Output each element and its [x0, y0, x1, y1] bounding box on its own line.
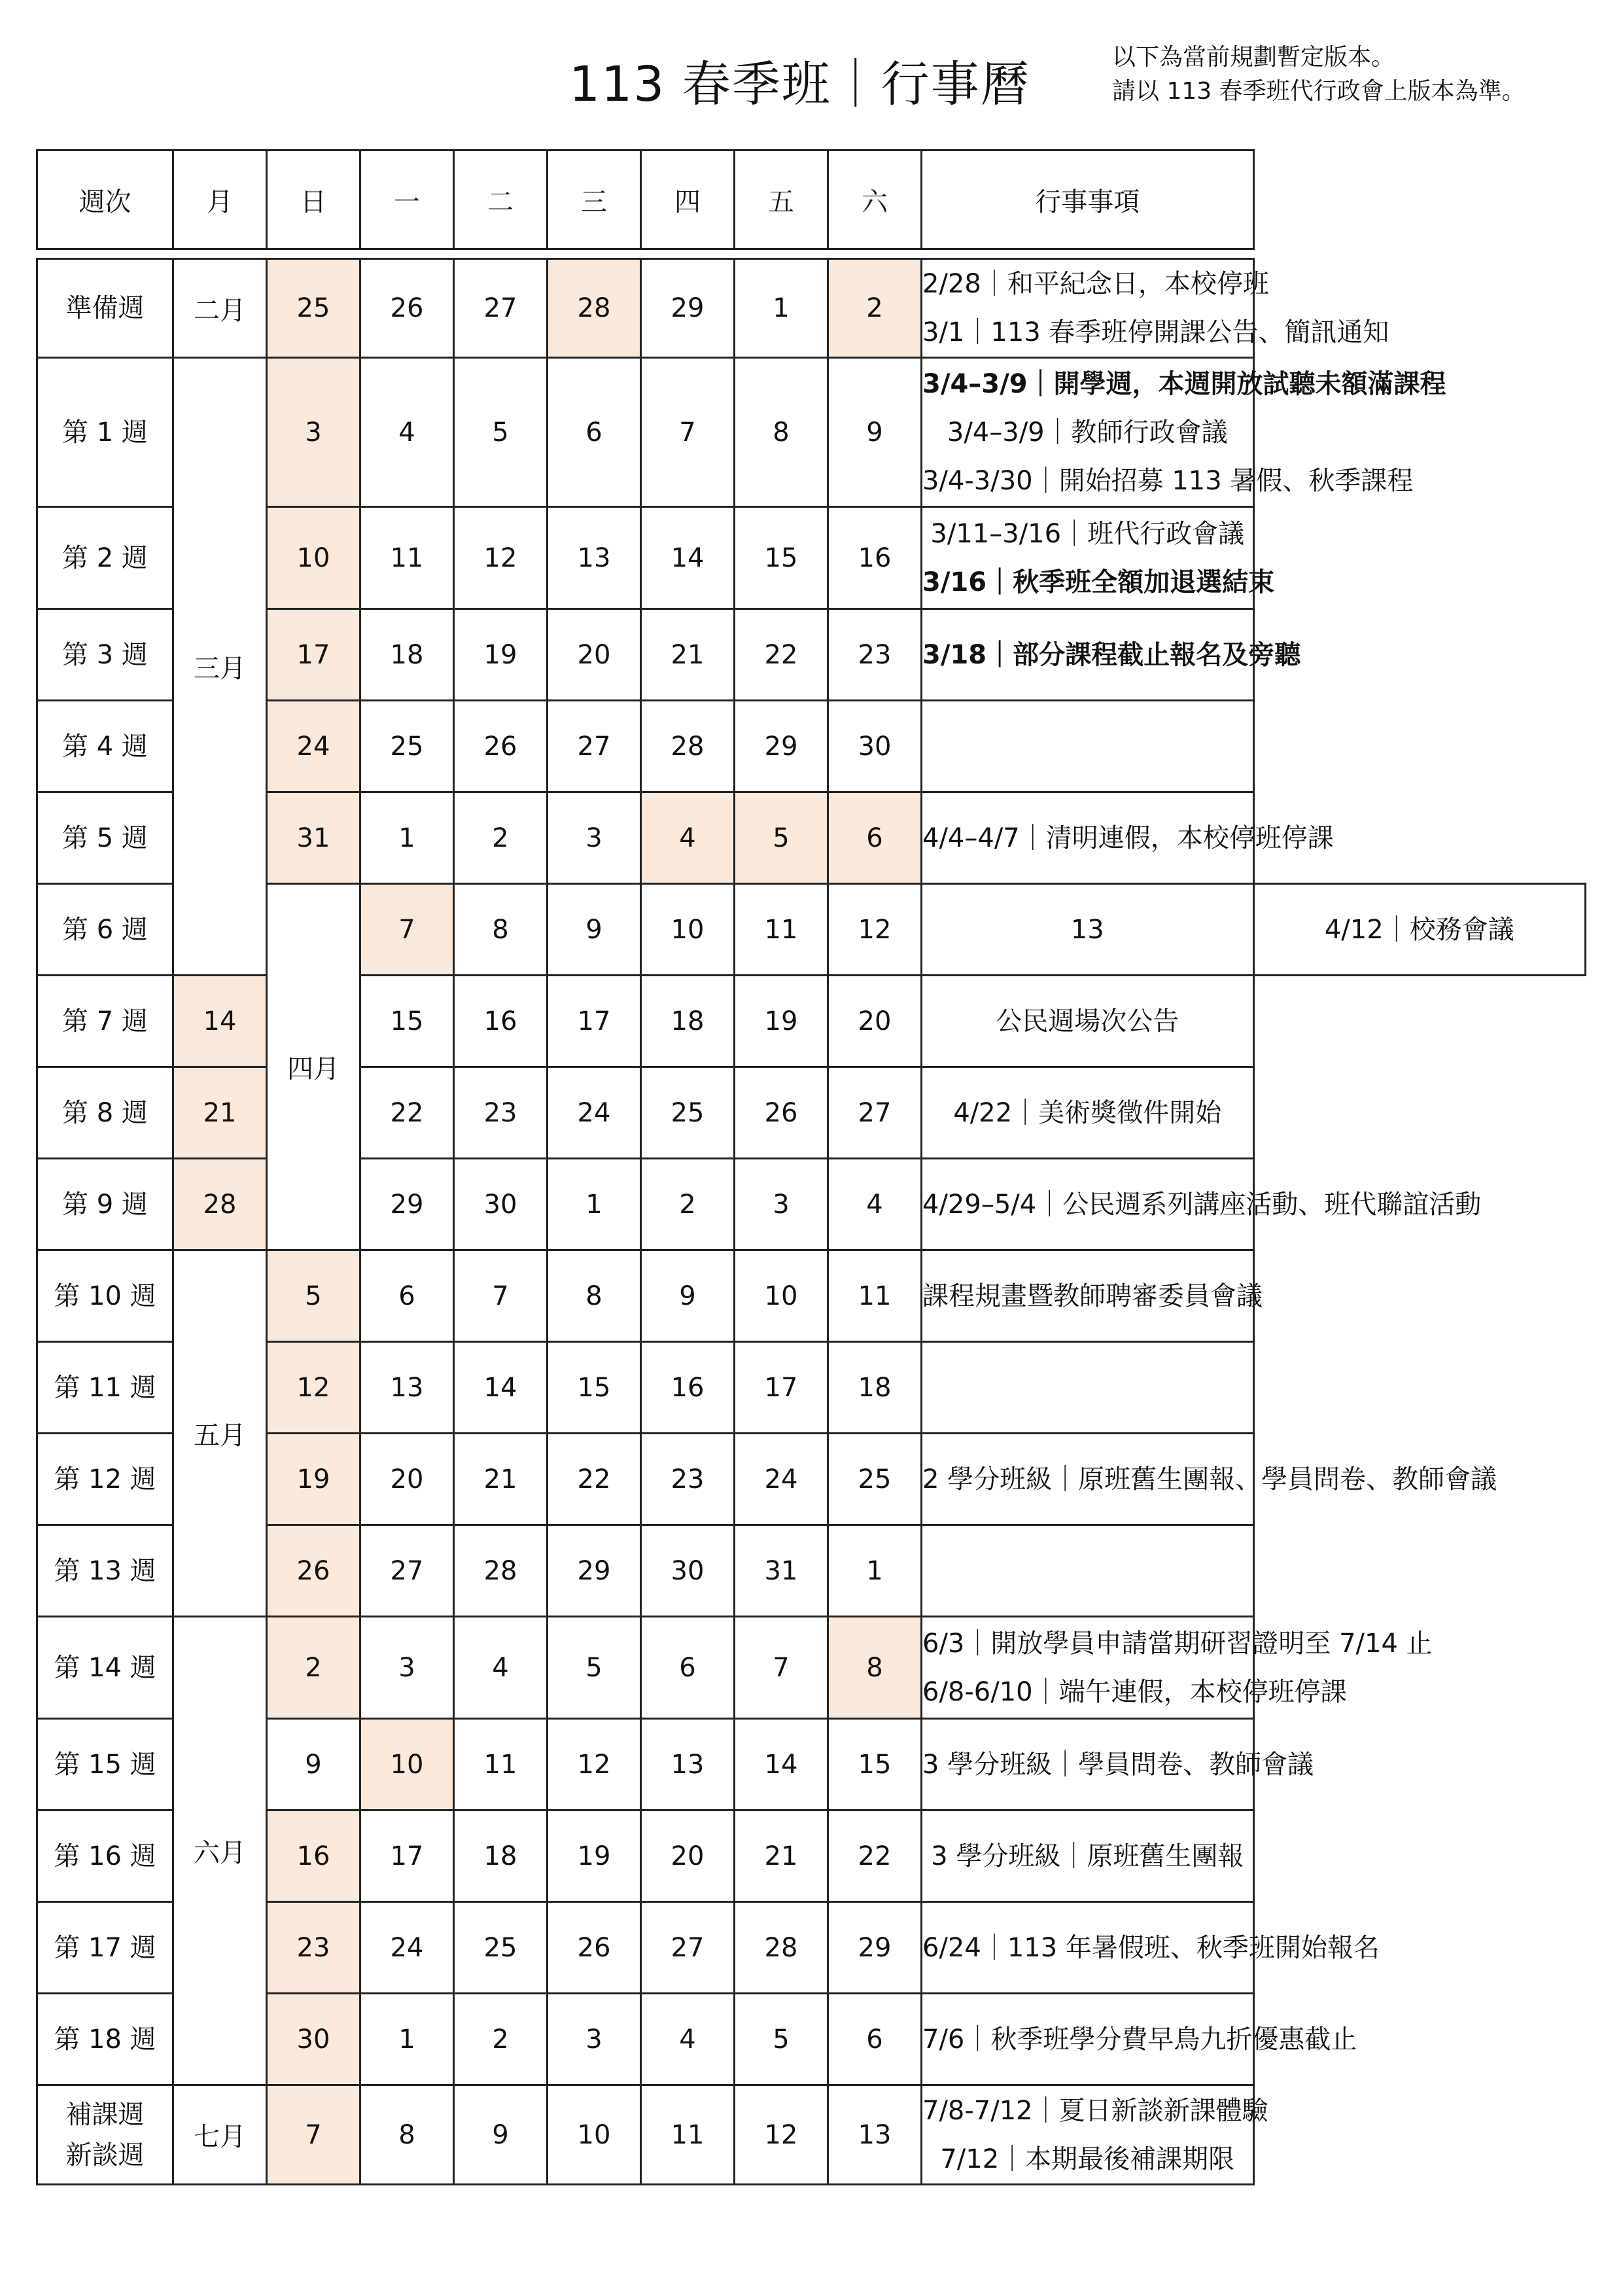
header-day: 日	[267, 150, 360, 249]
day-cell: 5	[548, 1617, 641, 1719]
header-week: 週次	[37, 150, 173, 249]
day-cell: 16	[828, 507, 922, 609]
day-cell: 25	[828, 1434, 922, 1525]
day-cell: 2	[641, 1159, 735, 1250]
note-line: 以下為當前規劃暫定版本。	[1112, 44, 1395, 71]
header-day: 四	[641, 150, 735, 249]
day-cell: 11	[828, 1250, 922, 1342]
day-cell: 6	[360, 1250, 454, 1342]
day-cell: 15	[360, 976, 454, 1067]
day-cell: 11	[641, 2085, 735, 2185]
day-cell: 23	[454, 1067, 548, 1159]
day-cell: 11	[360, 507, 454, 609]
event-item: 7/12｜本期最後補課期限	[940, 2144, 1235, 2174]
week-label	[37, 1067, 173, 1159]
week-label	[37, 1617, 173, 1719]
week-row	[37, 1525, 1586, 1617]
day-cell: 21	[735, 1810, 828, 1902]
week-label	[37, 1994, 173, 2085]
week-label	[37, 1902, 173, 1994]
disclaimer-note	[1112, 41, 1526, 109]
week-label	[37, 884, 173, 976]
week-label	[37, 701, 173, 792]
day-cell-holiday: 30	[267, 1994, 360, 2085]
month-label: 三月	[173, 358, 267, 976]
day-cell: 19	[735, 976, 828, 1067]
event-item: 課程規畫暨教師聘審委員會議	[922, 1280, 1263, 1311]
day-cell: 3	[548, 792, 641, 884]
week-label-line: 第 7 週	[62, 1006, 148, 1036]
event-item: 6/24｜113 年暑假班、秋季班開始報名	[922, 1932, 1380, 1963]
events-cell	[922, 358, 1446, 507]
event-item: 3 學分班級｜原班舊生團報	[931, 1841, 1244, 1871]
day-cell-holiday: 10	[360, 1719, 454, 1810]
week-label	[37, 1250, 173, 1342]
week-row	[37, 358, 1586, 507]
week-row	[37, 1994, 1586, 2085]
day-cell-holiday: 5	[267, 1250, 360, 1342]
day-cell: 28	[641, 701, 735, 792]
week-label-line: 第 12 週	[54, 1464, 156, 1494]
day-cell: 18	[360, 609, 454, 701]
day-cell: 23	[828, 609, 922, 701]
week-label	[37, 1434, 173, 1525]
day-cell: 29	[360, 1159, 454, 1250]
event-item: 3/11–3/16｜班代行政會議	[930, 518, 1245, 549]
day-cell: 15	[828, 1719, 922, 1810]
day-cell: 25	[641, 1067, 735, 1159]
day-cell-holiday: 8	[828, 1617, 922, 1719]
week-label-line: 補課週	[65, 2099, 145, 2130]
day-cell: 6	[828, 1994, 922, 2085]
day-cell: 14	[735, 1719, 828, 1810]
day-cell-holiday: 2	[267, 1617, 360, 1719]
event-item: 2 學分班級｜原班舊生團報、學員問卷、教師會議	[922, 1464, 1497, 1494]
event-item: 3/18｜部分課程截止報名及旁聽	[922, 639, 1301, 670]
day-cell: 7	[735, 1617, 828, 1719]
day-cell: 21	[641, 609, 735, 701]
week-row	[37, 1617, 1586, 1719]
header-events: 行事事項	[922, 150, 1254, 249]
note-line: 請以 113 春季班代行政會上版本為準。	[1112, 78, 1526, 105]
day-cell-holiday: 26	[267, 1525, 360, 1617]
day-cell-holiday: 16	[267, 1810, 360, 1902]
events-cell	[922, 507, 1275, 609]
day-cell: 18	[641, 976, 735, 1067]
day-cell: 27	[454, 259, 548, 358]
day-cell: 6	[548, 358, 641, 507]
week-label-line: 新談週	[65, 2140, 145, 2170]
calendar-body	[37, 259, 1586, 2185]
day-cell: 29	[735, 701, 828, 792]
day-cell: 22	[735, 609, 828, 701]
day-cell: 27	[828, 1067, 922, 1159]
day-cell-holiday: 4	[641, 792, 735, 884]
week-label-line: 第 9 週	[62, 1189, 148, 1220]
day-cell: 30	[828, 701, 922, 792]
day-cell: 17	[735, 1342, 828, 1434]
day-cell: 1	[828, 1525, 922, 1617]
day-cell: 11	[454, 1719, 548, 1810]
day-cell: 10	[735, 1250, 828, 1342]
day-cell: 20	[641, 1810, 735, 1902]
day-cell: 13	[922, 884, 1254, 976]
day-cell-holiday: 7	[360, 884, 454, 976]
day-cell-holiday: 23	[267, 1902, 360, 1994]
events-cell	[1253, 884, 1586, 976]
event-item: 4/12｜校務會議	[1324, 914, 1514, 945]
week-label	[37, 2085, 173, 2185]
day-cell: 26	[735, 1067, 828, 1159]
day-cell: 9	[267, 1719, 360, 1810]
events-cell	[922, 976, 1254, 1067]
day-cell: 4	[641, 1994, 735, 2085]
week-label	[37, 792, 173, 884]
week-row	[37, 259, 1586, 358]
month-label: 七月	[173, 2085, 267, 2185]
day-cell: 2	[454, 792, 548, 884]
week-row	[37, 2085, 1586, 2185]
day-cell-holiday: 31	[267, 792, 360, 884]
day-cell: 13	[548, 507, 641, 609]
week-row	[37, 1719, 1586, 1810]
day-cell: 9	[548, 884, 641, 976]
day-cell: 26	[360, 259, 454, 358]
header-day: 一	[360, 150, 454, 249]
day-cell: 13	[828, 2085, 922, 2185]
week-row	[37, 507, 1586, 609]
events-cell	[922, 1617, 1433, 1719]
week-label-line: 第 13 週	[54, 1555, 156, 1586]
header-separator	[37, 249, 1586, 259]
event-item: 2/28｜和平紀念日，本校停班	[922, 269, 1269, 299]
week-label-line: 第 18 週	[54, 2024, 156, 2055]
day-cell: 24	[735, 1434, 828, 1525]
day-cell: 20	[360, 1434, 454, 1525]
week-label-line: 第 14 週	[54, 1652, 156, 1683]
events-cell	[922, 1994, 1357, 2085]
day-cell: 24	[548, 1067, 641, 1159]
week-label-line: 第 17 週	[54, 1932, 156, 1963]
day-cell-holiday: 25	[267, 259, 360, 358]
header-day: 五	[735, 150, 828, 249]
day-cell: 22	[828, 1810, 922, 1902]
day-cell: 28	[735, 1902, 828, 1994]
day-cell-holiday: 12	[267, 1342, 360, 1434]
month-label: 六月	[173, 1617, 267, 2085]
event-item: 3/4–3/9｜開學週，本週開放試聽未額滿課程	[922, 368, 1446, 399]
day-cell-holiday: 2	[828, 259, 922, 358]
day-cell: 9	[454, 2085, 548, 2185]
day-cell: 22	[548, 1434, 641, 1525]
events-cell	[922, 701, 1254, 792]
day-cell: 3	[548, 1994, 641, 2085]
month-label: 二月	[173, 259, 267, 358]
events-cell	[922, 1067, 1254, 1159]
day-cell: 30	[641, 1525, 735, 1617]
day-cell: 8	[548, 1250, 641, 1342]
day-cell-holiday: 19	[267, 1434, 360, 1525]
header-row	[37, 150, 1586, 249]
day-cell: 2	[454, 1994, 548, 2085]
day-cell: 8	[360, 2085, 454, 2185]
day-cell: 28	[454, 1525, 548, 1617]
week-label-line: 準備週	[65, 293, 145, 323]
week-row	[37, 609, 1586, 701]
events-cell	[922, 1159, 1482, 1250]
week-label-line: 第 8 週	[62, 1097, 148, 1128]
day-cell-holiday: 14	[173, 976, 267, 1067]
week-label	[37, 358, 173, 507]
day-cell-holiday: 24	[267, 701, 360, 792]
day-cell: 25	[360, 701, 454, 792]
week-label	[37, 1810, 173, 1902]
week-label-line: 第 3 週	[62, 639, 148, 670]
day-cell: 8	[454, 884, 548, 976]
day-cell: 5	[735, 1994, 828, 2085]
events-cell	[922, 1719, 1314, 1810]
separator	[37, 249, 1254, 259]
day-cell: 8	[735, 358, 828, 507]
day-cell-holiday: 5	[735, 792, 828, 884]
week-label	[37, 507, 173, 609]
day-cell: 19	[454, 609, 548, 701]
day-cell: 5	[454, 358, 548, 507]
header-day: 六	[828, 150, 922, 249]
day-cell: 23	[641, 1434, 735, 1525]
day-cell: 9	[828, 358, 922, 507]
week-label	[37, 1159, 173, 1250]
day-cell-holiday: 28	[173, 1159, 267, 1250]
event-item: 4/22｜美術獎徵件開始	[953, 1097, 1222, 1128]
week-label-line: 第 15 週	[54, 1749, 156, 1780]
event-item: 6/3｜開放學員申請當期研習證明至 7/14 止	[922, 1628, 1433, 1659]
day-cell: 13	[360, 1342, 454, 1434]
day-cell: 7	[641, 358, 735, 507]
day-cell: 25	[454, 1902, 548, 1994]
page-title: 113 春季班｜行事曆	[569, 56, 1030, 113]
day-cell: 14	[641, 507, 735, 609]
day-cell-holiday: 10	[267, 507, 360, 609]
day-cell: 14	[454, 1342, 548, 1434]
events-cell	[922, 1525, 1254, 1617]
day-cell: 1	[548, 1159, 641, 1250]
day-cell: 20	[828, 976, 922, 1067]
events-cell	[922, 1810, 1254, 1902]
day-cell: 12	[548, 1719, 641, 1810]
day-cell: 12	[828, 884, 922, 976]
day-cell: 16	[641, 1342, 735, 1434]
week-label-line: 第 16 週	[54, 1841, 156, 1871]
week-label	[37, 976, 173, 1067]
day-cell: 20	[548, 609, 641, 701]
day-cell: 3	[735, 1159, 828, 1250]
day-cell: 4	[360, 358, 454, 507]
event-item: 4/29–5/4｜公民週系列講座活動、班代聯誼活動	[922, 1189, 1482, 1220]
event-item: 3/1｜113 春季班停開課公告、簡訊通知	[922, 317, 1389, 347]
week-row	[37, 1250, 1586, 1342]
week-label	[37, 1525, 173, 1617]
events-cell	[922, 609, 1301, 701]
day-cell: 31	[735, 1525, 828, 1617]
day-cell: 6	[641, 1617, 735, 1719]
day-cell: 7	[454, 1250, 548, 1342]
day-cell: 1	[360, 1994, 454, 2085]
event-item: 3/4-3/30｜開始招募 113 暑假、秋季課程	[922, 465, 1414, 496]
day-cell: 24	[360, 1902, 454, 1994]
week-row	[37, 1902, 1586, 1994]
day-cell: 15	[548, 1342, 641, 1434]
day-cell: 18	[454, 1810, 548, 1902]
header-day: 三	[548, 150, 641, 249]
events-cell	[922, 259, 1389, 358]
calendar-table	[36, 149, 1586, 2185]
week-label-line: 第 10 週	[54, 1280, 156, 1311]
day-cell: 1	[360, 792, 454, 884]
day-cell: 10	[548, 2085, 641, 2185]
month-label: 四月	[267, 884, 360, 1250]
day-cell: 29	[641, 259, 735, 358]
day-cell: 26	[454, 701, 548, 792]
header-day: 二	[454, 150, 548, 249]
event-item: 公民週場次公告	[996, 1006, 1179, 1036]
event-item: 7/8-7/12｜夏日新談新課體驗	[922, 2095, 1268, 2126]
week-label	[37, 1342, 173, 1434]
events-cell	[922, 1434, 1497, 1525]
event-item: 6/8-6/10｜端午連假，本校停班停課	[922, 1676, 1347, 1707]
day-cell: 29	[548, 1525, 641, 1617]
week-label-line: 第 5 週	[62, 822, 148, 853]
week-label	[37, 609, 173, 701]
day-cell: 19	[548, 1810, 641, 1902]
event-item: 4/4–4/7｜清明連假，本校停班停課	[922, 822, 1334, 853]
day-cell: 12	[735, 2085, 828, 2185]
day-cell: 29	[828, 1902, 922, 1994]
week-label	[37, 1719, 173, 1810]
day-cell-holiday: 17	[267, 609, 360, 701]
week-label-line: 第 6 週	[62, 914, 148, 945]
event-item: 7/6｜秋季班學分費早鳥九折優惠截止	[922, 2024, 1357, 2055]
header-month: 月	[173, 150, 267, 249]
event-item: 3/16｜秋季班全額加退選結束	[922, 567, 1275, 597]
events-cell	[922, 2085, 1268, 2185]
event-item: 3/4–3/9｜教師行政會議	[947, 417, 1228, 448]
day-cell: 17	[360, 1810, 454, 1902]
events-cell	[922, 1342, 1254, 1434]
day-cell: 26	[548, 1902, 641, 1994]
day-cell: 21	[454, 1434, 548, 1525]
week-label	[37, 259, 173, 358]
day-cell: 15	[735, 507, 828, 609]
week-label-line: 第 2 週	[62, 542, 148, 573]
day-cell: 11	[735, 884, 828, 976]
day-cell: 13	[641, 1719, 735, 1810]
event-item: 3 學分班級｜學員問卷、教師會議	[922, 1749, 1314, 1780]
week-row	[37, 1342, 1586, 1434]
day-cell: 27	[641, 1902, 735, 1994]
week-label-line: 第 4 週	[62, 731, 148, 762]
week-label-line: 第 11 週	[54, 1372, 156, 1403]
events-cell	[922, 792, 1334, 884]
day-cell: 4	[454, 1617, 548, 1719]
day-cell: 1	[735, 259, 828, 358]
day-cell: 4	[828, 1159, 922, 1250]
day-cell-holiday: 28	[548, 259, 641, 358]
month-label: 五月	[173, 1250, 267, 1617]
day-cell: 22	[360, 1067, 454, 1159]
week-row	[37, 1810, 1586, 1902]
day-cell: 10	[641, 884, 735, 976]
day-cell-holiday: 21	[173, 1067, 267, 1159]
events-cell	[922, 1250, 1263, 1342]
week-row	[37, 701, 1586, 792]
events-cell	[922, 1902, 1380, 1994]
day-cell: 30	[454, 1159, 548, 1250]
day-cell: 16	[454, 976, 548, 1067]
day-cell-holiday: 7	[267, 2085, 360, 2185]
day-cell: 12	[454, 507, 548, 609]
week-row	[37, 884, 1586, 976]
day-cell: 9	[641, 1250, 735, 1342]
day-cell-holiday: 3	[267, 358, 360, 507]
day-cell: 3	[360, 1617, 454, 1719]
week-label-line: 第 1 週	[62, 417, 148, 448]
week-row	[37, 1434, 1586, 1525]
day-cell: 27	[360, 1525, 454, 1617]
day-cell-holiday: 6	[828, 792, 922, 884]
day-cell: 18	[828, 1342, 922, 1434]
day-cell: 27	[548, 701, 641, 792]
week-row	[37, 792, 1586, 884]
day-cell: 17	[548, 976, 641, 1067]
